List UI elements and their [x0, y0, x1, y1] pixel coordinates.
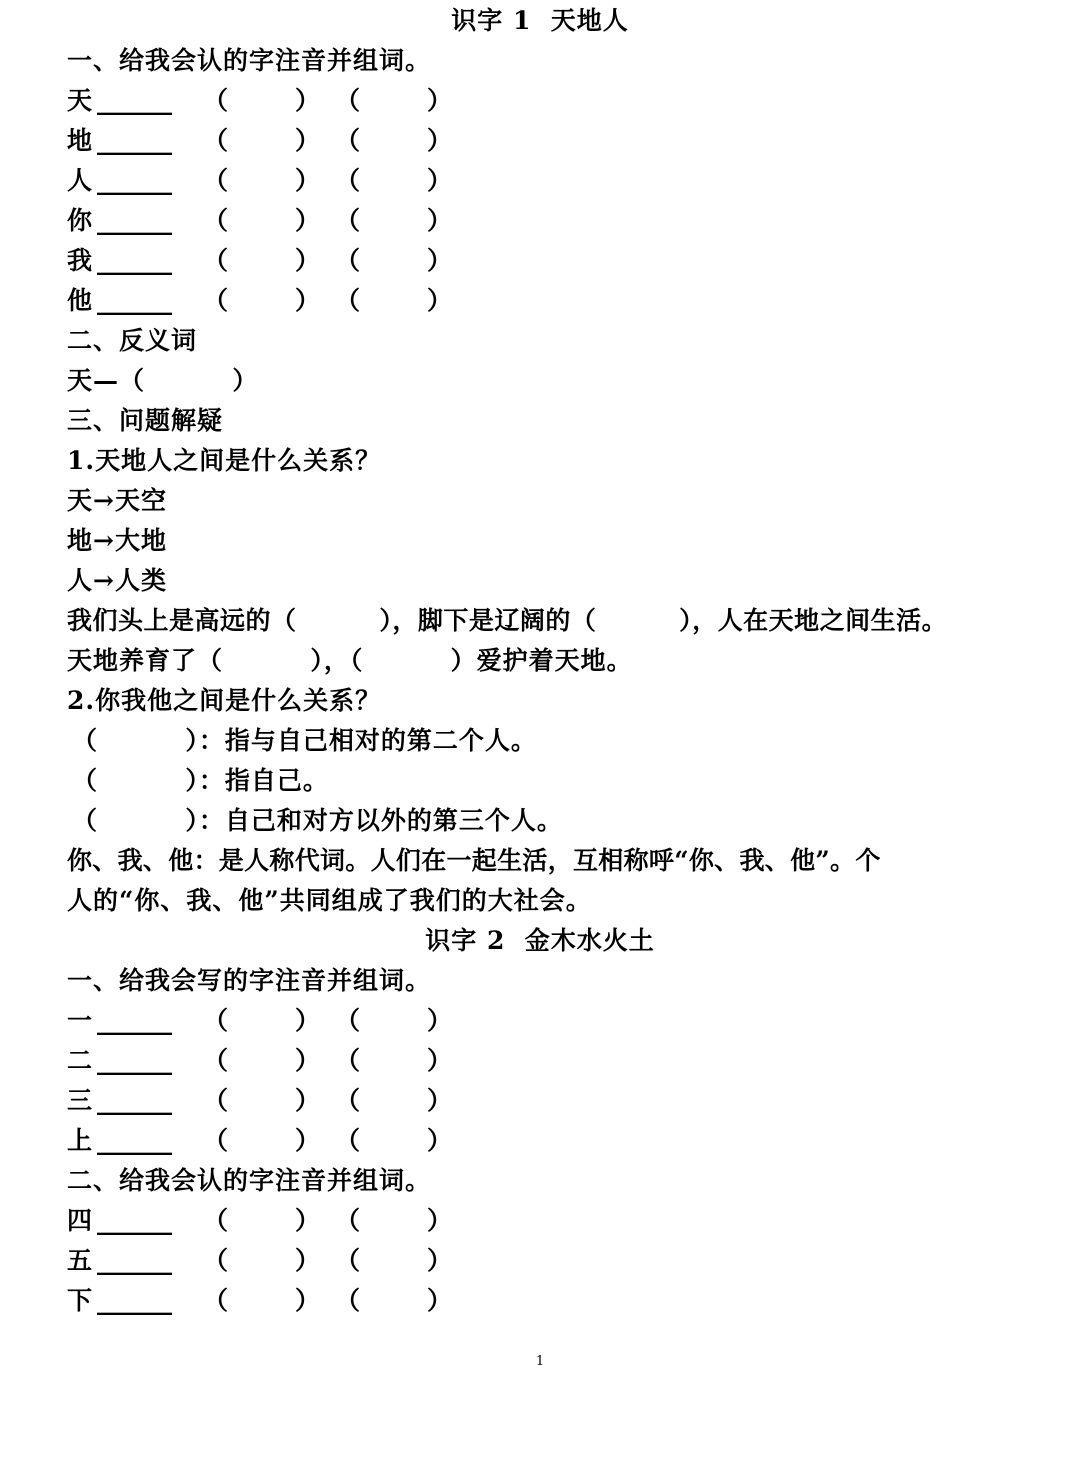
word-blank-1-close[interactable]: ） — [295, 166, 321, 195]
word-blank-2-open[interactable]: （ — [335, 1126, 361, 1155]
target-character: 上 — [67, 1126, 93, 1155]
pinyin-blank[interactable]: ______ — [97, 1126, 172, 1155]
word-blank-2-open[interactable]: （ — [335, 1086, 361, 1115]
word-blank-1-open[interactable]: （ — [203, 246, 229, 275]
target-character: 我 — [67, 246, 93, 275]
question-2-line-c: （ ）：自己和对方以外的第三个人。 — [72, 806, 563, 835]
word-blank-1-close[interactable]: ） — [295, 1086, 321, 1115]
target-character: 二 — [67, 1046, 93, 1075]
word-blank-1-close[interactable]: ） — [295, 246, 321, 275]
word-blank-2-open[interactable]: （ — [335, 206, 361, 235]
word-blank-1-open[interactable]: （ — [203, 126, 229, 155]
pinyin-blank[interactable]: ______ — [97, 1286, 172, 1315]
antonym-question: 天—（ ） — [67, 366, 259, 395]
word-blank-1-close[interactable]: ） — [295, 1206, 321, 1235]
word-blank-2-close[interactable]: ） — [427, 286, 453, 315]
pinyin-blank[interactable]: ______ — [97, 1086, 172, 1115]
pinyin-blank[interactable]: ______ — [97, 1206, 172, 1235]
word-blank-1-open[interactable]: （ — [203, 1086, 229, 1115]
word-blank-1-open[interactable]: （ — [203, 1206, 229, 1235]
word-blank-1-open[interactable]: （ — [203, 1006, 229, 1035]
word-blank-1-open[interactable]: （ — [203, 1286, 229, 1315]
word-blank-2-open[interactable]: （ — [335, 1286, 361, 1315]
lesson1-section3-heading: 三、问题解疑 — [67, 406, 224, 435]
word-blank-1-close[interactable]: ） — [295, 1126, 321, 1155]
question-1: 1.天地人之间是什么关系？ — [67, 446, 382, 475]
word-blank-2-open[interactable]: （ — [335, 286, 361, 315]
lesson1-section1-heading: 一、给我会认的字注音并组词。 — [67, 46, 432, 75]
word-blank-2-open[interactable]: （ — [335, 166, 361, 195]
word-blank-2-close[interactable]: ） — [427, 1086, 453, 1115]
question-2-line-a: （ ）：指与自己相对的第二个人。 — [72, 726, 537, 755]
word-blank-1-close[interactable]: ） — [295, 86, 321, 115]
word-blank-2-close[interactable]: ） — [427, 1046, 453, 1075]
pinyin-blank[interactable]: ______ — [97, 206, 172, 235]
target-character: 五 — [67, 1246, 93, 1275]
pinyin-blank[interactable]: ______ — [97, 86, 172, 115]
word-blank-2-close[interactable]: ） — [427, 166, 453, 195]
word-blank-2-close[interactable]: ） — [427, 246, 453, 275]
question-2: 2.你我他之间是什么关系？ — [67, 686, 382, 715]
pinyin-blank[interactable]: ______ — [97, 1006, 172, 1035]
question-1-line-b: 地→大地 — [67, 526, 167, 555]
lesson2-section2-heading: 二、给我会认的字注音并组词。 — [67, 1166, 432, 1195]
word-blank-2-open[interactable]: （ — [335, 1206, 361, 1235]
pinyin-blank[interactable]: ______ — [97, 1046, 172, 1075]
word-blank-1-close[interactable]: ） — [295, 286, 321, 315]
word-blank-1-open[interactable]: （ — [203, 1126, 229, 1155]
word-blank-1-close[interactable]: ） — [295, 1006, 321, 1035]
lesson2-title: 识字 2 金木水火土 — [425, 926, 655, 955]
question-1-fill-1: 我们头上是高远的（ ），脚下是辽阔的（ ），人在天地之间生活。 — [67, 606, 948, 635]
word-blank-1-open[interactable]: （ — [203, 166, 229, 195]
word-blank-1-open[interactable]: （ — [203, 86, 229, 115]
question-1-line-c: 人→人类 — [67, 566, 167, 595]
target-character: 地 — [67, 126, 93, 155]
word-blank-1-close[interactable]: ） — [295, 206, 321, 235]
word-blank-2-open[interactable]: （ — [335, 126, 361, 155]
lesson2-section1-heading: 一、给我会写的字注音并组词。 — [67, 966, 432, 995]
target-character: 三 — [67, 1086, 93, 1115]
question-2-line-b: （ ）：指自己。 — [72, 766, 329, 795]
target-character: 一 — [67, 1006, 93, 1035]
word-blank-2-close[interactable]: ） — [427, 1206, 453, 1235]
pinyin-blank[interactable]: ______ — [97, 126, 172, 155]
word-blank-2-close[interactable]: ） — [427, 86, 453, 115]
target-character: 四 — [67, 1206, 93, 1235]
word-blank-2-close[interactable]: ） — [427, 206, 453, 235]
word-blank-2-close[interactable]: ） — [427, 1126, 453, 1155]
word-blank-1-open[interactable]: （ — [203, 286, 229, 315]
word-blank-1-close[interactable]: ） — [295, 126, 321, 155]
word-blank-2-close[interactable]: ） — [427, 1246, 453, 1275]
pinyin-blank[interactable]: ______ — [97, 286, 172, 315]
target-character: 下 — [67, 1286, 93, 1315]
word-blank-2-close[interactable]: ） — [427, 1286, 453, 1315]
target-character: 人 — [67, 166, 93, 195]
word-blank-2-open[interactable]: （ — [335, 1006, 361, 1035]
question-1-line-a: 天→天空 — [67, 486, 167, 515]
lesson1-title: 识字 1 天地人 — [451, 6, 629, 35]
pinyin-blank[interactable]: ______ — [97, 166, 172, 195]
word-blank-2-close[interactable]: ） — [427, 1006, 453, 1035]
target-character: 天 — [67, 86, 93, 115]
target-character: 你 — [67, 206, 93, 235]
page-number: 1 — [535, 1354, 545, 1369]
word-blank-1-close[interactable]: ） — [295, 1246, 321, 1275]
word-blank-2-open[interactable]: （ — [335, 86, 361, 115]
word-blank-2-open[interactable]: （ — [335, 246, 361, 275]
word-blank-2-close[interactable]: ） — [427, 126, 453, 155]
word-blank-1-open[interactable]: （ — [203, 1246, 229, 1275]
lesson1-section2-heading: 二、反义词 — [67, 326, 198, 355]
pinyin-blank[interactable]: ______ — [97, 246, 172, 275]
word-blank-1-open[interactable]: （ — [203, 1046, 229, 1075]
word-blank-1-open[interactable]: （ — [203, 206, 229, 235]
pinyin-blank[interactable]: ______ — [97, 1246, 172, 1275]
word-blank-1-close[interactable]: ） — [295, 1046, 321, 1075]
summary-line-1: 你、我、他：是人称代词。人们在一起生活，互相称呼“你、我、他”。个 — [67, 846, 881, 875]
summary-line-2: 人的“你、我、他”共同组成了我们的大社会。 — [67, 886, 592, 915]
question-1-fill-2: 天地养育了（ ），（ ）爱护着天地。 — [67, 646, 633, 675]
word-blank-2-open[interactable]: （ — [335, 1046, 361, 1075]
word-blank-1-close[interactable]: ） — [295, 1286, 321, 1315]
target-character: 他 — [67, 286, 93, 315]
word-blank-2-open[interactable]: （ — [335, 1246, 361, 1275]
